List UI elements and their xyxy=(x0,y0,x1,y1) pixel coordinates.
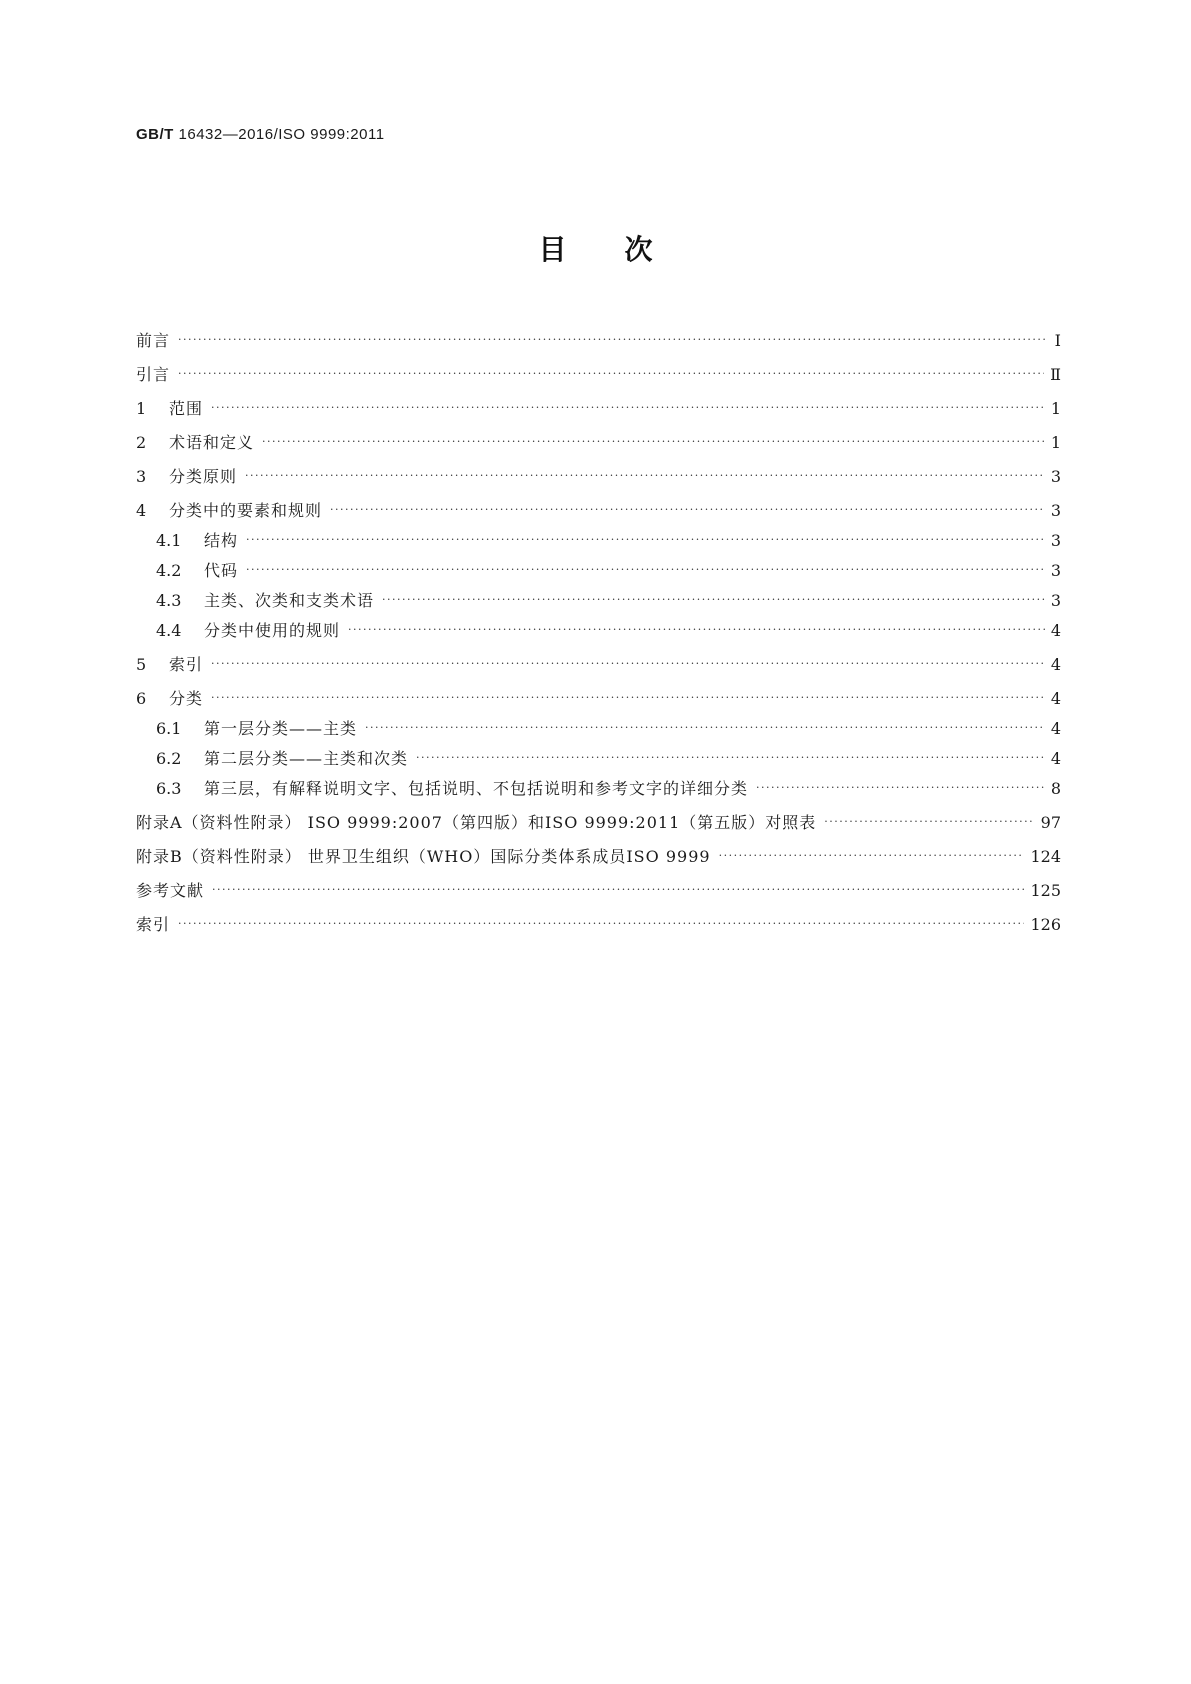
toc-entry-bibliography[interactable] xyxy=(136,878,1061,902)
toc-leader-dots xyxy=(245,469,1045,482)
toc-entry-page: 4 xyxy=(1050,689,1061,708)
toc-entry-label: 前言 xyxy=(136,331,171,350)
toc-entry-number: 4.2 xyxy=(156,561,182,580)
toc-entry-page: 3 xyxy=(1050,531,1061,550)
standard-code-number: 16432—2016/ISO 9999:2011 xyxy=(178,126,385,143)
toc-leader-dots xyxy=(211,657,1045,670)
toc-leader-dots xyxy=(382,593,1045,606)
toc-entry-page: 4 xyxy=(1050,749,1061,768)
toc-entry-4-4[interactable] xyxy=(136,618,1061,642)
toc-entry-label: 主类、次类和支类术语 xyxy=(204,591,375,610)
toc-entry-page: 97 xyxy=(1040,813,1061,832)
toc-entry-annex-b[interactable] xyxy=(136,844,1061,868)
toc-entry-page: Ⅰ xyxy=(1054,331,1061,350)
toc-leader-dots xyxy=(330,503,1045,516)
toc-leader-dots xyxy=(246,563,1045,576)
toc-entry-label: 术语和定义 xyxy=(169,433,255,452)
toc-entry-page: 3 xyxy=(1050,501,1061,520)
toc-entry-page: 3 xyxy=(1050,591,1061,610)
toc-leader-dots xyxy=(719,849,1025,862)
toc-entry-4-2[interactable] xyxy=(136,558,1061,582)
toc-entry-page: 125 xyxy=(1030,881,1061,900)
toc-entry-number: 6.1 xyxy=(156,719,182,738)
toc-entry-number: 6.2 xyxy=(156,749,182,768)
standard-code xyxy=(136,126,385,143)
standard-code-prefix: GB/T xyxy=(136,126,174,143)
toc-entry-6[interactable] xyxy=(136,686,1061,710)
toc-entry-label: 范围 xyxy=(169,399,204,418)
toc-entry-label: 分类 xyxy=(169,689,204,708)
toc-entry-label: 第二层分类——主类和次类 xyxy=(204,749,409,768)
toc-entry-1[interactable] xyxy=(136,396,1061,420)
toc-entry-label: 参考文献 xyxy=(136,881,205,900)
toc-entry-page: Ⅱ xyxy=(1050,365,1061,384)
toc-leader-dots xyxy=(262,435,1045,448)
toc-entry-label: 附录A（资料性附录） ISO 9999:2007（第四版）和ISO 9999:2011（第五版）对照表 xyxy=(136,813,817,832)
toc-entry-page: 1 xyxy=(1050,433,1061,452)
toc-entry-label: 代码 xyxy=(204,561,239,580)
toc-entry-label: 附录B（资料性附录） 世界卫生组织（WHO）国际分类体系成员ISO 9999 xyxy=(136,847,711,866)
toc-entry-page: 4 xyxy=(1050,621,1061,640)
toc-entry-label: 第一层分类——主类 xyxy=(204,719,358,738)
toc-leader-dots xyxy=(756,781,1045,794)
toc-entry-number: 4 xyxy=(136,501,147,520)
toc-entry-4-3[interactable] xyxy=(136,588,1061,612)
toc-entry-page: 126 xyxy=(1030,915,1061,934)
toc-entry-label: 引言 xyxy=(136,365,171,384)
toc-entry-4[interactable] xyxy=(136,498,1061,522)
toc-entry-number: 4.3 xyxy=(156,591,182,610)
toc-entry-number: 3 xyxy=(136,467,147,486)
toc-entry-index[interactable] xyxy=(136,912,1061,936)
toc-leader-dots xyxy=(178,333,1045,346)
toc-entry-6-2[interactable] xyxy=(136,746,1061,770)
toc-entry-page: 4 xyxy=(1050,655,1061,674)
toc-leader-dots xyxy=(211,401,1045,414)
toc-entry-6-1[interactable] xyxy=(136,716,1061,740)
toc-entry-page: 3 xyxy=(1050,561,1061,580)
toc-entry-number: 6 xyxy=(136,689,147,708)
toc-entry-number: 4.4 xyxy=(156,621,182,640)
toc-entry-5[interactable] xyxy=(136,652,1061,676)
toc-entry-number: 6.3 xyxy=(156,779,182,798)
toc-entry-label: 索引 xyxy=(169,655,204,674)
toc-leader-dots xyxy=(212,883,1024,896)
toc-entry-label: 结构 xyxy=(204,531,239,550)
page-title: 目次 xyxy=(538,233,711,266)
toc-leader-dots xyxy=(824,815,1034,828)
toc-leader-dots xyxy=(416,751,1045,764)
toc-leader-dots xyxy=(246,533,1045,546)
toc-entry-4-1[interactable] xyxy=(136,528,1061,552)
toc-entry-number: 4.1 xyxy=(156,531,182,550)
toc-entry-label: 分类原则 xyxy=(169,467,238,486)
toc-entry-label: 分类中使用的规则 xyxy=(204,621,341,640)
toc-entry-number: 2 xyxy=(136,433,147,452)
toc-leader-dots xyxy=(348,623,1045,636)
toc-entry-label: 第三层，有解释说明文字、包括说明、不包括说明和参考文字的详细分类 xyxy=(204,779,749,798)
toc-leader-dots xyxy=(178,917,1024,930)
toc-leader-dots xyxy=(178,367,1044,380)
toc-entry-6-3[interactable] xyxy=(136,776,1061,800)
toc-entry-number: 1 xyxy=(136,399,147,418)
toc-entry-3[interactable] xyxy=(136,464,1061,488)
toc-entry-page: 8 xyxy=(1050,779,1061,798)
toc-entry-annex-a[interactable] xyxy=(136,810,1061,834)
toc-leader-dots xyxy=(211,691,1045,704)
toc-entry-foreword[interactable] xyxy=(136,328,1061,352)
toc-entry-number: 5 xyxy=(136,655,147,674)
toc-leader-dots xyxy=(365,721,1045,734)
toc-entry-2[interactable] xyxy=(136,430,1061,454)
toc-entry-introduction[interactable] xyxy=(136,362,1061,386)
toc-entry-label: 索引 xyxy=(136,915,171,934)
toc-entry-label: 分类中的要素和规则 xyxy=(169,501,323,520)
toc-entry-page: 1 xyxy=(1050,399,1061,418)
toc-entry-page: 3 xyxy=(1050,467,1061,486)
toc-entry-page: 124 xyxy=(1030,847,1061,866)
toc-entry-page: 4 xyxy=(1050,719,1061,738)
